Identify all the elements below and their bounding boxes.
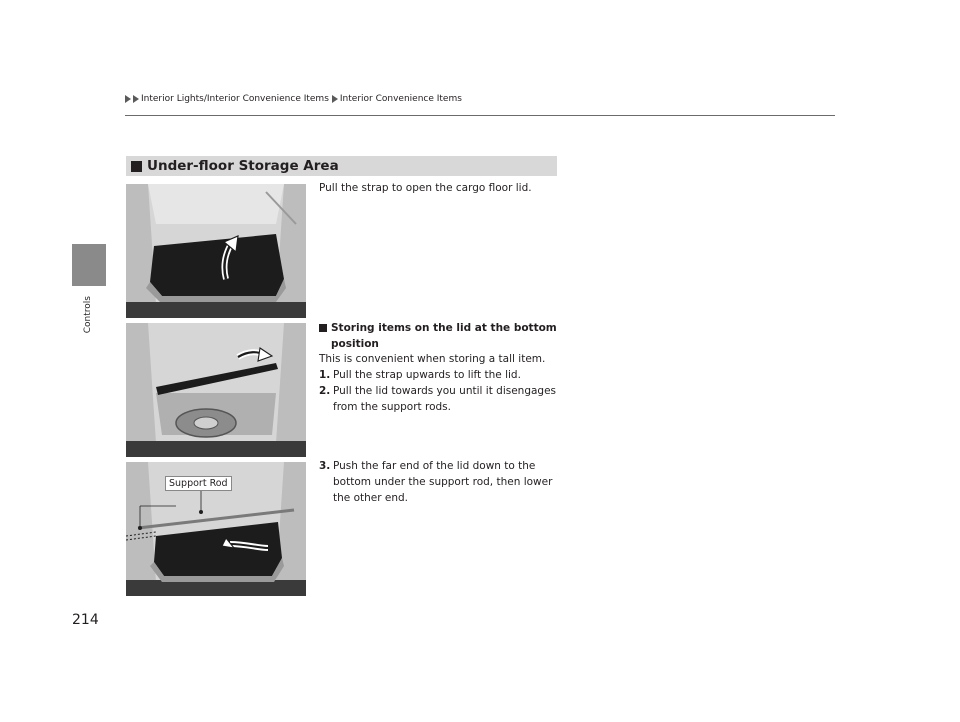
subsection-title: Storing items on the lid at the bottom position <box>331 322 557 350</box>
illustration-lift-lid <box>126 323 306 457</box>
breadcrumb <box>125 94 462 104</box>
illustration-open-floor-lid <box>126 184 306 318</box>
breadcrumb-arrow-icon <box>133 95 139 103</box>
subsection-description: This is convenient when storing a tall item. <box>319 353 546 365</box>
step-text: Push the far end of the lid down to the bottom under the support rod, then lower the other end. <box>333 460 553 504</box>
step-text: Pull the strap upwards to lift the lid. <box>333 369 521 381</box>
subsection-heading <box>319 320 559 352</box>
step-number: 2. <box>319 385 331 397</box>
section-title: Under-floor Storage Area <box>147 158 339 174</box>
step-text: Pull the lid towards you until it disengages from the support rods. <box>333 385 557 413</box>
breadcrumb-arrow-icon <box>125 95 131 103</box>
section-bullet-icon <box>131 161 142 172</box>
step-item <box>319 458 559 506</box>
page-number: 214 <box>72 612 99 628</box>
step-item <box>319 367 559 383</box>
breadcrumb-item-2[interactable]: Interior Convenience Items <box>339 94 462 104</box>
step-item <box>319 383 559 415</box>
step-number: 1. <box>319 369 331 381</box>
breadcrumb-item-1[interactable]: Interior Lights/Interior Convenience Items <box>141 94 329 104</box>
section-heading-bar <box>126 156 557 176</box>
chapter-label: Controls <box>83 296 93 334</box>
subsection-bullet-icon <box>319 324 327 332</box>
support-rod-callout: Support Rod <box>165 476 232 491</box>
breadcrumb-arrow-icon <box>332 95 338 103</box>
intro-text: Pull the strap to open the cargo floor lid. <box>319 182 532 194</box>
header-divider <box>125 115 835 116</box>
chapter-tab <box>72 244 106 286</box>
step-number: 3. <box>319 460 331 472</box>
